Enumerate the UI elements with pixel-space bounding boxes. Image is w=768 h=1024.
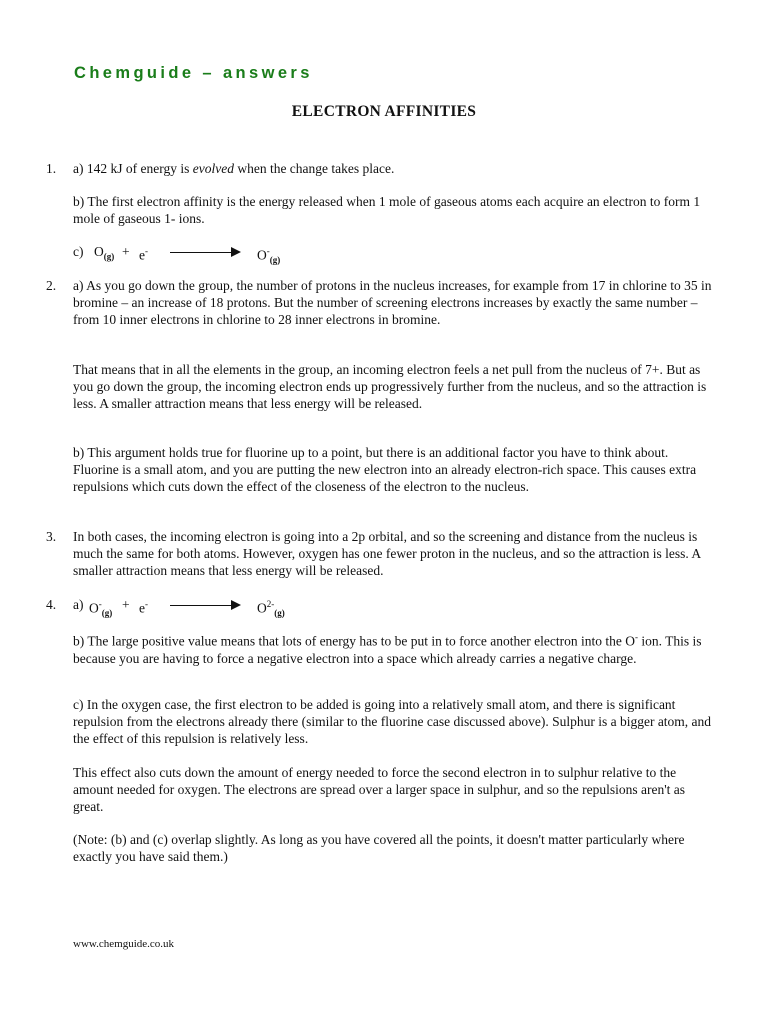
reactant-symbol: O	[94, 244, 104, 259]
page-header: Chemguide – answers	[74, 64, 313, 82]
reactant-state: (g)	[101, 608, 113, 619]
answer-1a-text-end: when the change takes place.	[233, 161, 395, 176]
electron-charge: -	[145, 246, 148, 256]
equation-plus: +	[122, 597, 130, 612]
answer-1a-emphasis: evolved	[192, 161, 234, 176]
page-title: ELECTRON AFFINITIES	[291, 103, 477, 120]
equation-electron	[139, 243, 148, 264]
answer-4b	[73, 629, 713, 667]
equation-label: a)	[73, 597, 84, 612]
equation-reactant	[94, 243, 114, 266]
electron-symbol: e	[139, 600, 145, 616]
answer-3: In both cases, the incoming electron is going into a 2p orbital, and so the screening and distance from the nucleus is much the same for both atoms. However, oxygen has one fewer proton in the nucleus, and so the attraction is less. A smaller attraction means that less energy will be released.	[73, 529, 701, 578]
answer-1b: b) The first electron affinity is the energy released when 1 mole of gaseous atoms each acquire an electron to form 1 mole of gaseous 1- ions.	[73, 194, 701, 226]
footer-url: www.chemguide.co.uk	[73, 938, 175, 950]
equation-1c	[73, 243, 373, 266]
equation-product	[257, 243, 280, 269]
equation-product	[257, 596, 285, 622]
product-symbol: O	[257, 600, 267, 616]
answer-4-paragraph: This effect also cuts down the amount of energy needed to force the second electron in to sulphur relative to the amount needed for oxygen. The electrons are spread over a larger space in sulphur, and so the repulsions aren't as great.	[73, 765, 686, 814]
equation-plus: +	[122, 244, 130, 259]
product-state: (g)	[269, 255, 281, 266]
reactant-state: (g)	[103, 251, 115, 262]
equation-4a	[73, 596, 373, 619]
electron-charge: -	[145, 599, 148, 609]
question-number: 3.	[46, 529, 57, 544]
reactant-charge: -	[98, 599, 102, 609]
equation-electron	[139, 596, 148, 617]
electron-symbol: e	[139, 247, 145, 263]
reaction-arrow	[170, 252, 232, 253]
reactant-symbol: O	[89, 600, 99, 616]
answer-4c: c) In the oxygen case, the first electron to be added is going into a relatively small atom, and there is significant repulsion from the electrons already there (similar to the fluorine case discussed above). Sulphur is a bigger atom, and the effect of this repulsion is relatively less.	[73, 697, 712, 746]
product-state: (g)	[274, 608, 285, 619]
question-number: 4.	[46, 597, 57, 612]
answer-4b-text: b) The large positive value means that lots of energy has to be put in to force another electron into the O	[73, 633, 635, 649]
arrow-head-icon	[231, 247, 241, 257]
answer-2b: b) This argument holds true for fluorine up to a point, but there is an additional factor you have to think about. Fluorine is a small atom, and you are putting the new electron into an already electron-rich space. This causes extra repulsions which cuts down the effect of the closeness of the electron to the nucleus.	[73, 445, 697, 494]
question-number: 2.	[46, 278, 57, 293]
answer-1a	[73, 160, 713, 177]
product-charge: -	[266, 246, 270, 256]
answer-4b-text-end: ion. This is because you are having to force a negative electron into a space which already carries a negative charge.	[73, 633, 702, 666]
product-symbol: O	[257, 247, 267, 263]
answer-1a-text: a) 142 kJ of energy is	[73, 161, 193, 176]
equation-reactant	[89, 596, 112, 622]
arrow-head-icon	[231, 600, 241, 610]
answer-note: (Note: (b) and (c) overlap slightly. As long as you have covered all the points, it doesn't matter particularly where exactly you have said them.)	[73, 832, 685, 864]
product-charge: 2-	[266, 599, 275, 609]
reaction-arrow	[170, 605, 232, 606]
question-number: 1.	[46, 161, 57, 176]
equation-label: c)	[73, 244, 84, 259]
answer-2a: a) As you go down the group, the number of protons in the nucleus increases, for example from 17 in chlorine to 35 in bromine – an increase of 18 protons. But the number of screening electrons increases by exactly the same number – from 10 inner electrons in chlorine to 28 inner electrons in bromine.	[73, 278, 712, 327]
ion-charge: -	[634, 632, 638, 642]
answer-2-paragraph: That means that in all the elements in the group, an incoming electron feels a net pull from the nucleus of 7+. But as you go down the group, the incoming electron ends up progressively further from the nucleus, and so the attraction is less. A smaller attraction means that less energy will be released.	[73, 362, 707, 411]
